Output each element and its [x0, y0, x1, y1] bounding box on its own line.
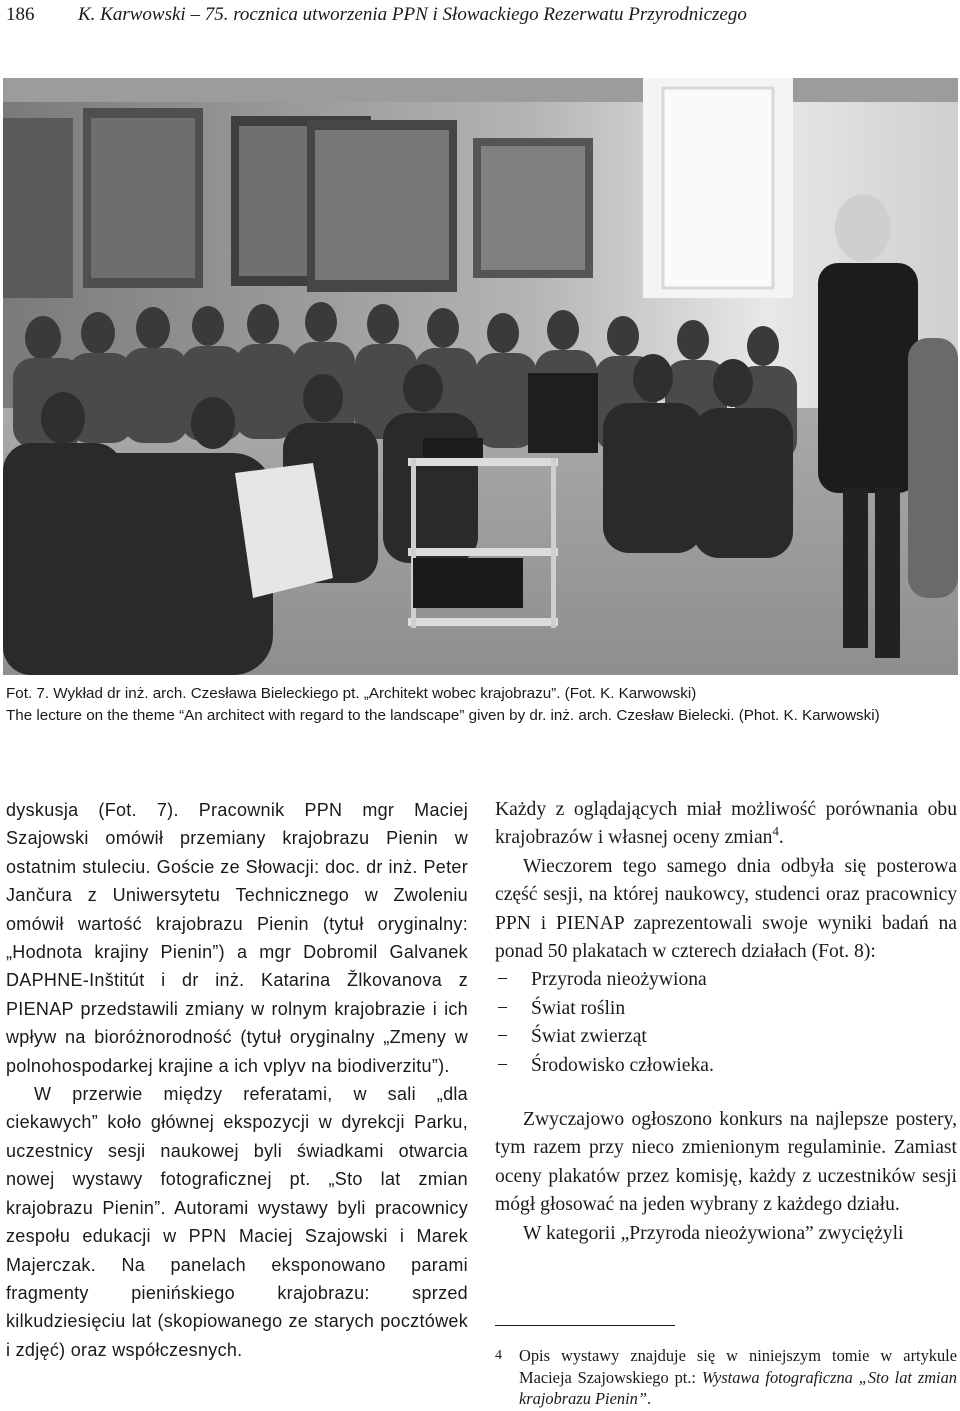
left-paragraph-2: W przerwie między referatami, w sali „dla ciekawych” koło głównej ekspozycji w dyrekcji Parku, uczestnicy sesji naukowej byli świadkami otwarcia nowej wystawy fotograficznej pt. „Sto lat zmian krajobrazu Pienin”. Autorami wystawy byli pracownicy zespołu edukacji w PPN Maciej Szajowski i Marek Majerczak. Na panelach eksponowano parami fragmenty pienińskiego krajobrazu: sprzed kilkudziesięciu lat (skopiowanego ze starych pocztówek i zdjęć) oraz współczesnych. [6, 1084, 468, 1360]
footnote-text: Opis wystawy znajduje się w niniejszym tomie w artykule Macieja Szajowskiego pt.: [519, 1346, 957, 1387]
footnote-title: Wystawa fotograficzna „Sto lat zmian krajobrazu Pienin” [519, 1367, 957, 1408]
caption-polish: Fot. 7. Wykład dr inż. arch. Czesława Bieleckiego pt. „Architekt wobec krajobrazu”. (Fot. K. Karwowski) [6, 685, 697, 702]
left-column [6, 796, 468, 1364]
running-title-text: K. Karwowski – 75. rocznica utworzenia PPN i Słowackiego Rezerwatu Przyrodniczego [78, 4, 747, 25]
list-item: − Świat zwierząt [495, 1023, 957, 1051]
list-item: − Świat roślin [495, 995, 957, 1023]
spacer [495, 1080, 957, 1106]
list-item: − Środowisko człowieka. [495, 1052, 957, 1080]
list-item: − Przyroda nieożywiona [495, 966, 957, 994]
right-column [495, 796, 957, 1248]
right-paragraph-1-text: Każdy z oglądających miał możliwość porównania obu krajobrazów i własnej oceny zmian [495, 799, 957, 849]
section-list [495, 966, 957, 1080]
right-paragraph-1 [495, 796, 957, 853]
running-title [78, 4, 747, 25]
footnote [495, 1345, 957, 1410]
page-number: 186 [6, 4, 35, 25]
footnote-ref: 4 [772, 824, 779, 839]
figure-caption [6, 683, 956, 726]
running-header [6, 2, 954, 30]
footnote-rule [495, 1325, 675, 1326]
caption-english: The lecture on the theme “An architect with regard to the landscape” given by dr. inż. arch. Czesław Bielecki. (Phot. K. Karwowski) [6, 706, 880, 724]
footnote-body [495, 1345, 957, 1410]
right-paragraph-4: W kategorii „Przyroda nieożywiona” zwyciężyli [523, 1222, 904, 1244]
footnote-end: . [646, 1389, 652, 1408]
right-paragraph-1-end: . [778, 827, 784, 849]
right-paragraph-3: Zwyczajowo ogłoszono konkurs na najlepsze postery, tym razem przy nieco zmienionym regulaminie. Zamiast oceny plakatów przez komisję, każdy z uczestników sesji mógł głosować na jeden wybrany z każdego działu. [495, 1109, 957, 1216]
lecture-photo [3, 78, 958, 675]
left-paragraph-1: dyskusja (Fot. 7). Pracownik PPN mgr Maciej Szajowski omówił przemiany krajobrazu Pienin w ostatnim stuleciu. Goście ze Słowacji: doc. dr inż. Peter Jančura z Uniwersytetu Technicznego w Zwoleniu omówił wartość krajobrazu Pienin (tytuł oryginalny: „Hodnota krajiny Pienin”) a mgr Dobromil Galvanek DAPHNE-Inštitút i dr inż. Katarina Žlkovanova z PIENAP przedstawili zmiany w rolnym krajobrazie i ich wpływ na bioróżnorodność (tytuł oryginalny „Zmeny w polnohospodarkej krajine a ich vplyv na biodiverzitu”). [6, 800, 468, 1076]
right-paragraph-2: Wieczorem tego samego dnia odbyła się posterowa część sesji, na której naukowcy, studenci oraz pracownicy PPN i PIENAP zaprezentowali swoje wyniki badań na ponad 50 plakatach w czterech działach (Fot. 8): [495, 855, 957, 963]
footnote-number: 4 [495, 1348, 502, 1363]
